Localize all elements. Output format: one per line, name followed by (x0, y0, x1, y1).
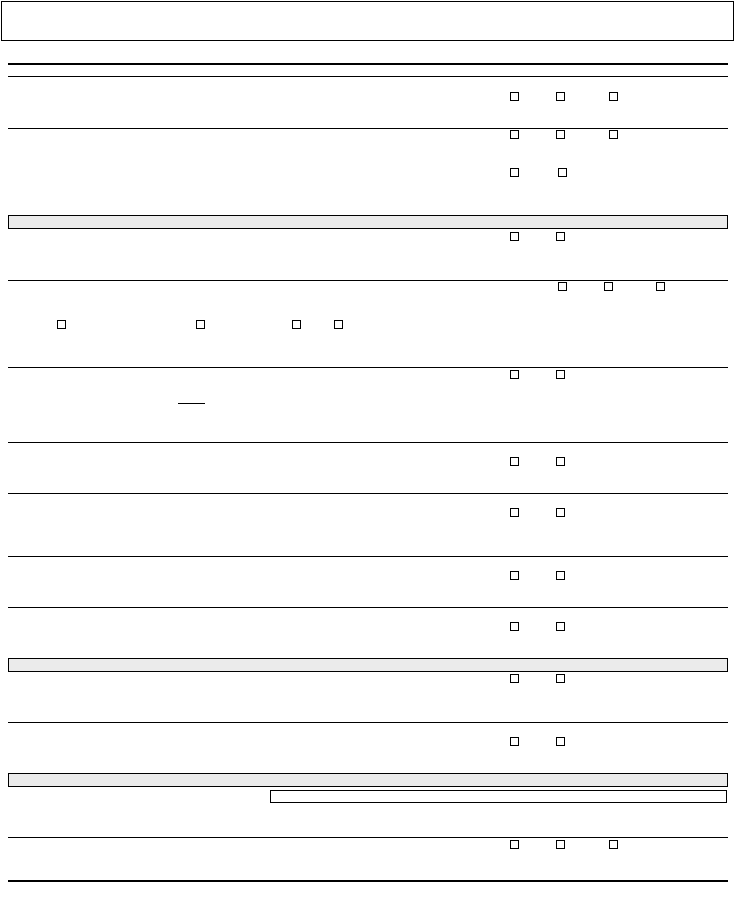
q2-sub-option-1-checkbox[interactable] (510, 168, 519, 177)
q1-option-2-checkbox[interactable] (556, 92, 565, 101)
form-header-box (1, 1, 734, 41)
q7-option-1-checkbox[interactable] (510, 508, 519, 517)
top-rule-thick (8, 63, 728, 65)
q7-option-2-checkbox[interactable] (556, 508, 565, 517)
q10-option-2-checkbox[interactable] (556, 674, 565, 683)
q3-option-1-checkbox[interactable] (510, 232, 519, 241)
q13-option-1-checkbox[interactable] (510, 840, 519, 849)
section-band-c (8, 658, 728, 672)
q9-option-1-checkbox[interactable] (510, 622, 519, 631)
q12-text-field[interactable] (270, 790, 727, 803)
section-band-b (8, 215, 728, 229)
row-divider (8, 442, 728, 443)
q5-option-1-checkbox[interactable] (510, 370, 519, 379)
q6-option-2-checkbox[interactable] (556, 457, 565, 466)
q5-option-2-checkbox[interactable] (556, 370, 565, 379)
q13-option-2-checkbox[interactable] (556, 840, 565, 849)
q2-sub-option-2-checkbox[interactable] (558, 168, 567, 177)
bottom-rule-thick (8, 880, 728, 882)
q6-option-1-checkbox[interactable] (510, 457, 519, 466)
row-divider (8, 280, 728, 281)
q2-option-3-checkbox[interactable] (609, 130, 618, 139)
row-divider (8, 367, 728, 368)
q4-inline-option-4-checkbox[interactable] (334, 320, 343, 329)
q8-option-1-checkbox[interactable] (510, 571, 519, 580)
q4-inline-option-2-checkbox[interactable] (196, 320, 205, 329)
q2-option-1-checkbox[interactable] (510, 130, 519, 139)
row-divider (8, 837, 728, 838)
row-divider (8, 493, 728, 494)
row-divider (8, 607, 728, 608)
q2-option-2-checkbox[interactable] (556, 130, 565, 139)
q9-option-2-checkbox[interactable] (556, 622, 565, 631)
q4-inline-option-1-checkbox[interactable] (57, 320, 66, 329)
q13-option-3-checkbox[interactable] (609, 840, 618, 849)
q4-option-3-checkbox[interactable] (656, 282, 665, 291)
q8-option-2-checkbox[interactable] (556, 571, 565, 580)
q1-option-1-checkbox[interactable] (510, 92, 519, 101)
q4-option-1-checkbox[interactable] (558, 282, 567, 291)
q4-option-2-checkbox[interactable] (604, 282, 613, 291)
q10-option-1-checkbox[interactable] (510, 674, 519, 683)
q4-inline-option-3-checkbox[interactable] (292, 320, 301, 329)
q3-option-2-checkbox[interactable] (556, 232, 565, 241)
q11-option-2-checkbox[interactable] (556, 737, 565, 746)
row-divider (8, 128, 728, 129)
q1-option-3-checkbox[interactable] (609, 92, 618, 101)
q11-option-1-checkbox[interactable] (510, 737, 519, 746)
row-divider (8, 722, 728, 723)
section-band-d (8, 773, 728, 787)
top-rule (8, 76, 728, 77)
row-divider (8, 556, 728, 557)
q5-blank-underline[interactable] (178, 403, 205, 404)
